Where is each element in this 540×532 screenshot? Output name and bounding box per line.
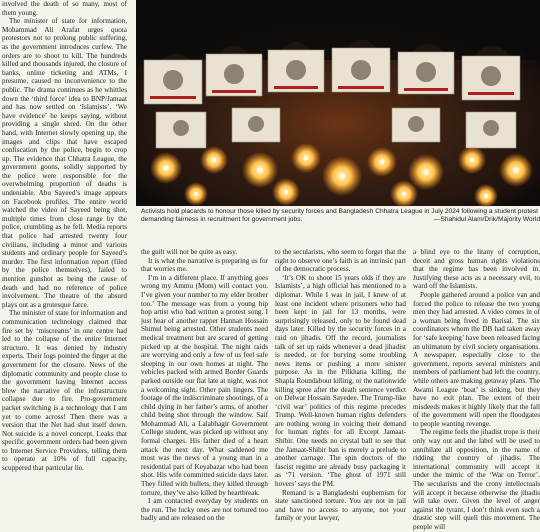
article-column-1 <box>2 0 127 473</box>
paragraph: The regime feels the jihadist trope is their only way out and the label will be used to annihilate all opposition, in the name of ridding the country of jihadis. The international community will accept it under the mimic of the ‘War on Terror’. The secularists and the crony intellectuals will accept it because otherwise the jihadis will take over. Given the level of anger against the tyrant, I don’t think even such a drastic step will quell this movement. The people will <box>413 428 540 531</box>
photo-illustration <box>136 0 540 206</box>
paragraph: the guilt will not be quite as easy. <box>141 248 238 256</box>
caption-text: Activists hold placards to honour those killed by security forces and Bangladesh Chhatra League in July 2024 following a student protest demanding fairness in recruitment for government jobs. <box>141 208 538 223</box>
protest-candlelight-photo <box>136 0 540 206</box>
photo-caption <box>141 208 540 224</box>
paragraph: involved the death of so many, most of them young. <box>2 0 127 17</box>
paragraph: ‘It’s OK to shoot 15 years olds if they are Islamists’, a high official has mentioned to a diplomat. While I was in jail, I knew of at least one incident where prisoners who had been kept in jail for 13 months, were surprisingly released, only to be found dead days later. Killed by the security forces in a raid on jihadis. Off the record, journalists talk of set up raids whenever a dead jihadist is needed, or for burying some troubling news items or pushing a more sinister purpose. As in the Pilkhana killing, the Shapla Roundabout killing, or the nationwide killing spree after the death sentence verdict on Delwar Hossain Sayedee. The Trump-like ‘civil war’ politics of this regime precedes Trump. Well-known human rights defenders are nothing wrong in voicing their demand for human rights for all Except Jamaat-Shibir. One needs no crystal ball to see that the Jamaat-Shibir ban is merely a prelude to another carnage. The spin doctors of the fascist regime are already busy packaging it as ‘71 version. ‘The ghost of 1971 still hovers’ says the PM. <box>275 273 406 489</box>
article-column-3 <box>275 248 406 523</box>
paragraph: to the secularists, who seem to forget that the right to observe one’s faith is an intrinsic part of the democratic process. <box>275 248 406 274</box>
paragraph: a blind eye to the litany of corruption, deceit and gross human rights violations that the regime has been involved in. Justifying these acts as a necessary evil, to ward off the Islamists. <box>413 248 540 291</box>
paragraph: The minister of state for information, Mohammad Ali Arafat urges quota protestors not to prolong public suffering, as the government introduces curfew. The orders are to shoot to kill. The hundreds killed and thousands injured, the closure of banks, online ticketing and ATMs, I presume, caused no inconvenience to the public. The drama continues as he whittles down the ‘third force’ idea to BNP/Jamaat and has now settled on ‘Islamists’. ‘We have evidence’ he keeps saying, without providing a single shred. On the other hand, with Internet slowly opening up, the images and clips that have escaped confiscation by the police, begin to crop up. The evidence that Chhatra League, the government goons, solidly supported by the police were responsible for the overwhelming proportion of deaths is undeniable. Abu Sayeed’s image appears on Facebook profiles. The entire world watched the video of Sayeed being shot, multiple times from close range by the police, crumbling as he fell. Media reports that police had arrested twenty four civilians, including a minor and various students and ordinary people for Sayeed’s murder. The first information report (filed by the police themselves), failed to mention gunshot as being the cause of death and had no reference of police involvement. The theatre of the absurd plays out as a grotesque farce. <box>2 17 127 309</box>
photo-credit: —Shahidul Alam/Drik/Majority World <box>433 216 540 223</box>
paragraph: People gathered around a police van and forced the police to release the two young men they had arrested. A video comes in of a woman being freed in Barisal. The six coordinators whom the DB had taken away for ‘safe keeping’ have been released facing an ultimatum by civil society organisations. A newspaper, especially close to the government, reports several ministers and members of parliament had left the country, while others are making getaway plans. The Awami League ‘boat’ is sinking, but they have no exit plan. The extent of their misdeeds makes it highly likely that the fall of the government will open the floodgates to people wanting revenge. <box>413 290 540 428</box>
article-column-2 <box>141 248 268 523</box>
article-column-4 <box>413 248 540 531</box>
paragraph: I am contacted everyday by students on the run. The lucky ones are not tortured too badly and are released on the <box>141 497 268 523</box>
paragraph: The minister of state for information and communication technology claimed that fire set by ‘miscreants’ in one centre had led to the collapse of the entire Internet structure. It was denied by industry experts. Their logs pointed the finger at the government for the closure. News of the diplomatic community and people close to the government having Internet access blew the narrative of the infrastructure collapse due to fire. Pro-government packet switching is a technology that I am yet to come across! Then there was a version that the Net had shut itself down. Not suicide is a novel concept. Leaks that specific government orders had been given to Internet Service Providers, telling them to operate at 10% of full capacity, scuppered that particular lie. <box>2 309 127 473</box>
paragraph: Remand is a Bangladeshi euphemism for state sanctioned torture. You are not in jail and have no access to anyone, not your family or your lawyer, <box>275 488 406 523</box>
paragraph: I’m in a different place. If anything goes wrong my Ammu (Mom) will contact you. I’ve given your number to my elder brother too.’ The message was from a young hip hop artist who had written a protest song. I just hear of another rapper Hannan Hossain Shimul being arrested. Other students need medical treatment but are scared of getting picked up at the hospital. The night raids are worrying and only a few of us feel safe sleeping in our own homes at night. The vehicles packed with armed Border Guards parked outside our flat late at night, was not a welcoming sight. Other pain lingers. The footage of the indiscriminate shootings, of a child dying in her father’s arms, of another child being shot through the window. Saif Mohammad Ali, a Lalabhagir Government College student, was picked up without any formal charges. His father died of a heart attack the next day. What saddened me most was the news of a young man in a residential part of Keyabazar who had been shot. His wife committed suicide days later. They filled with bullets, they killed through torture, they’ve also killed by heartbreak. <box>141 273 268 497</box>
paragraph: It is what the narrative is preparing us for that worries me. <box>141 256 268 274</box>
